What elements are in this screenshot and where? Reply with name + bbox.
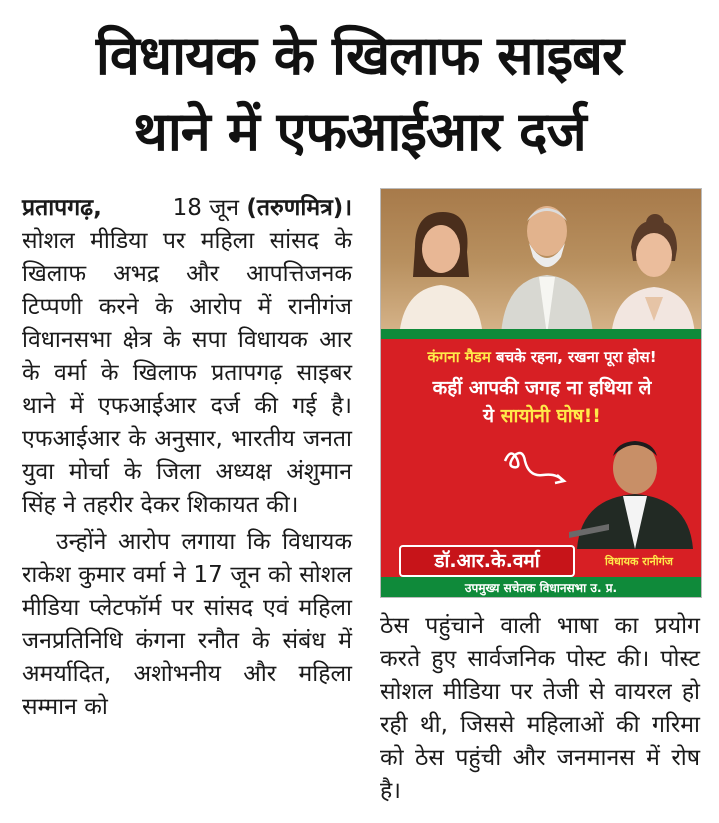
poster-green-strip — [381, 329, 701, 339]
man-center-figure — [499, 193, 595, 335]
woman-right-figure — [607, 213, 697, 337]
woman-left-figure — [395, 207, 485, 337]
article-column-left — [22, 192, 352, 724]
poster-image — [380, 188, 702, 598]
poster-designation: विधायक रानीगंज — [605, 555, 673, 568]
leader-figure — [569, 434, 701, 549]
article-column-right — [380, 610, 700, 808]
article-headline — [0, 18, 719, 170]
dateline-source: (तरुणमित्र)। — [246, 195, 353, 221]
poster-tagline-3-start: ये — [483, 405, 495, 427]
poster-footer: उपमुख्य सचेतक विधानसभा उ. प्र. — [381, 577, 701, 598]
headline-line-2: थाने में एफआईआर दर्ज — [133, 100, 586, 163]
paragraph-1-text: सोशल मीडिया पर महिला सांसद के खिलाफ अभद्र और आपत्तिजनक टिप्पणी करने के आरोप में रानीगंज विधानसभा क्षेत्र के सपा विधायक आर के वर्मा के खिलाफ प्रतापगढ़ साइबर थाने में एफआईआर दर्ज की गई है। एफआईआर के अनुसार, भारतीय जनता युवा मोर्चा के जिला अध्यक्ष अंशुमान सिंह ने तहरीर देकर शिकायत की। — [22, 228, 352, 518]
dateline-place: प्रतापगढ़, — [22, 195, 102, 221]
dateline-date: 18 जून — [172, 195, 240, 221]
poster-tagline-2: कहीं आपकी जगह ना हथिया ले — [432, 377, 652, 399]
poster-name: डॉ.आर.के.वर्मा — [399, 545, 575, 577]
paragraph-2: उन्होंने आरोप लगाया कि विधायक राकेश कुमार वर्मा ने 17 जून को सोशल मीडिया प्लेटफॉर्म पर सांसद एवं महिला जनप्रतिनिधि कंगना रनौत के संबंध में अमर्यादित, अशोभनीय और महिला सम्मान को — [22, 529, 352, 720]
poster-tagline-1-highlight: कंगना मैडम — [427, 348, 491, 366]
paragraph-1 — [22, 192, 352, 522]
poster-tagline-3-highlight: सायोनी घोष!! — [500, 405, 601, 427]
squiggle-arrow-icon — [499, 445, 569, 487]
paragraph-2-continued: ठेस पहुंचाने वाली भाषा का प्रयोग करते हुए सार्वजनिक पोस्ट की। पोस्ट सोशल मीडिया पर तेजी से वायरल हो रही थी, जिससे महिलाओं की गरिमा को ठेस पहुंची और जनमानस में रोष है। — [380, 613, 700, 804]
poster-tagline-1 — [387, 347, 697, 367]
poster-tagline-3 — [387, 402, 697, 428]
poster-tagline-1-rest: बचके रहना, रखना पूरा होस! — [496, 348, 657, 366]
headline-line-1: विधायक के खिलाफ साइबर — [95, 24, 624, 87]
